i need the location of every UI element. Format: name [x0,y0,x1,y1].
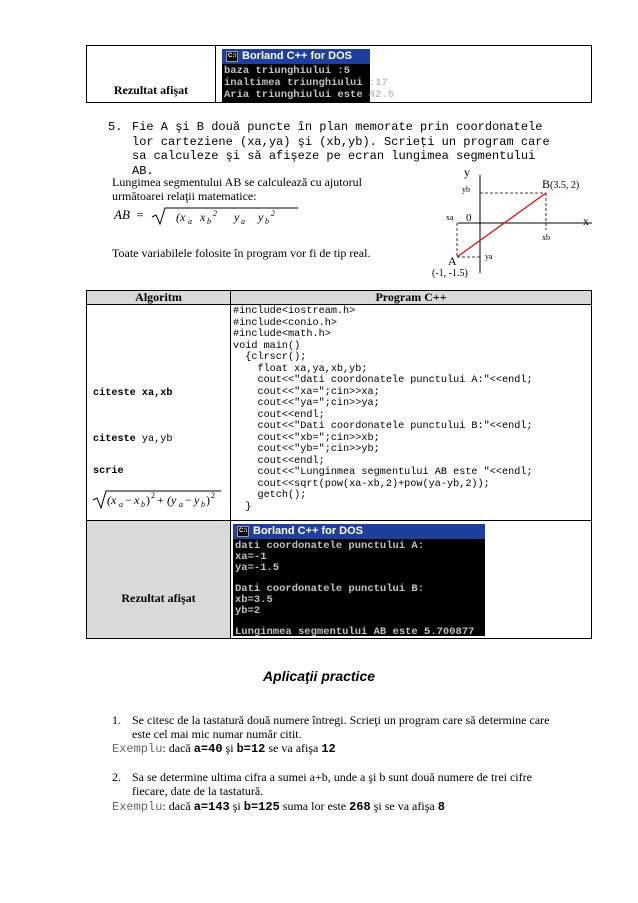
app-2-number: 2. [112,770,121,784]
ya-label: ya [485,252,493,261]
problem-5-explanation-line: următoarei relaţii matematice: [112,189,257,203]
coordinate-diagram [420,165,600,280]
app-2-example [112,799,445,814]
point-a-coords: (-1, -1.5) [432,268,468,279]
problem-5-text-line: lor carteziene (xa,ya) şi (xb,yb). Scrieţi un program care [132,134,550,149]
program-table [86,290,592,639]
program-table-body [87,305,592,521]
svg-text:2: 2 [213,209,218,218]
top-result-label-cell [87,46,216,103]
point-b-label [542,177,579,192]
program-table-header [87,291,592,305]
program-dos-output [233,539,485,639]
dos-output-line: xa=-1 [235,550,267,563]
top-dos-output [222,64,395,102]
app-1-example-text-3: se va afişa [265,741,322,755]
code-line: cout<<sqrt(pow(xa-xb,2)+pow(ya-yb,2)); [233,478,490,490]
svg-text:b: b [207,217,212,226]
x-axis-label: x [583,214,589,228]
program-result-screen-cell [231,521,592,639]
code-line: cout<<"Dati coordonatele punctului B:"<<endl; [233,421,533,432]
y-axis-label: y [464,165,470,179]
dos-output-line: dati coordonatele punctului A: [235,540,425,552]
app-2-example-b: b=125 [243,800,280,814]
dos-window-icon: C:\ [237,526,249,537]
dos-output-line: Lunginmea segmentului AB este 5.700877 [235,626,475,639]
alg-read-1-vars: xa,xb [135,388,173,399]
svg-text:y: y [194,493,200,507]
top-dos-window [222,49,395,102]
formula-lhs: AB [114,206,130,222]
svg-text:x: x [200,210,206,224]
point-b-name: B [542,177,551,191]
dos-window-icon: C:\ [226,51,238,62]
program-result-label: Rezultat afişat [121,591,196,605]
app-1-text-line: este cel mai mic numar număr citit. [132,727,302,741]
problem-5-text-line: Fie A şi B două puncte în plan memorate prin coordonatele [132,120,543,134]
top-result-label: Rezultat afişat [113,83,189,97]
code-line: cout<<"ya=";cin>>ya; [233,398,380,409]
svg-text:+: + [157,493,164,507]
dos-output-line: yb=2 [235,604,261,617]
point-a-name: A [448,254,457,268]
app-2-example-text-4: şi se va afişa [370,799,438,813]
svg-text:a: a [241,217,246,226]
app-1-text-line: Se citesc de la tastatură două numere întregi. Scrieţi un program care să determine care [132,713,550,727]
app-1-text [132,713,592,741]
xa-label: xa [446,213,454,222]
program-result-label-cell [87,521,231,639]
code-line: float xa,ya,xb,yb; [233,363,368,375]
code-line: #include<math.h> [233,329,331,340]
app-1-example-a: a=40 [193,742,223,756]
algorithm-cell [87,305,231,521]
dos-output-line: baza triunghiului :5 [224,65,351,77]
code-line: cout<<"Lunginmea segmentului AB este "<<endl; [233,467,533,478]
problem-5-number: 5. [108,120,123,134]
app-2-example-sum: 268 [349,800,371,814]
code-line: cout<<"xb=";cin>>xb; [233,432,380,444]
yb-label: yb [462,185,470,194]
svg-text:2: 2 [211,491,215,500]
code-line: {clrscr(); [233,352,307,363]
dos-output-line: xb=3.5 [235,593,273,606]
svg-text:b: b [201,500,205,509]
code-line: cout<<endl; [233,455,325,467]
code-line: getch(); [233,490,307,501]
svg-text:2: 2 [271,209,276,218]
dos-output-line: Dati coordonatele punctului B: [235,583,425,596]
alg-read-2-vars: ya,yb [135,434,173,445]
svg-text:(x: (x [107,493,117,507]
app-1-example-b: b=12 [236,742,266,756]
top-result-table [86,45,592,103]
app-2-text [132,770,594,798]
app-2-example-a: a=143 [193,800,230,814]
problem-5-explanation-line: Lungimea segmentului AB se calculează cu ajutorul [112,175,362,189]
svg-text:): ) [206,493,210,507]
svg-text:x: x [134,493,140,507]
code-line: #include<iostream.h> [233,306,356,317]
code-line: cout<<endl; [233,409,325,421]
svg-text:b: b [141,500,145,509]
alg-write: scrie [93,466,124,477]
code-line: cout<<"dati coordonatele punctului A:"<<endl; [233,375,533,386]
applications-title: Aplicaţii practice [262,668,376,684]
svg-text:(y: (y [167,493,177,507]
origin-label: 0 [466,212,472,224]
app-2-example-label: Exemplu [112,800,163,814]
program-dos-window [233,524,485,639]
svg-text:y: y [234,210,240,224]
app-2-example-result: 8 [437,800,445,814]
app-2-example-text-2: şi [229,799,244,813]
program-code [233,306,591,513]
app-2-example-text-3: suma lor este [279,799,350,813]
problem-5-explanation [112,175,412,203]
top-result-screen-cell [216,46,592,103]
svg-text:): ) [146,493,150,507]
program-result-row [87,521,592,639]
svg-text:(x: (x [176,210,186,224]
problem-5-note: Toate variabilele folosite în program vor fi de tip real. [112,246,371,260]
app-2-text-line: fiecare, date de la tastatură. [132,784,264,798]
dos-output-line: Aria triunghiului este 42.5 [224,89,395,101]
distance-formula: AB = (x a x b 2 y a y b 2 [114,206,300,226]
problem-5-text-line: AB. [132,163,154,178]
svg-text:a: a [188,217,193,226]
app-1-example-text-1: : dacă [162,741,194,755]
program-dos-titlebar [233,524,485,539]
alg-read-2 [93,434,172,445]
point-b-coords: (3.5, 2) [550,180,580,191]
svg-text:2: 2 [151,491,155,500]
alg-formula [91,488,223,510]
xb-label: xb [542,233,550,242]
app-1-example-result: 12 [321,742,336,756]
app-2-text-line: Sa se determine ultima cifra a sumei a+b, unde a şi b sunt două numere de trei cifre [132,770,532,784]
header-algorithm: Algoritm [87,291,231,305]
svg-text:−: − [185,493,192,507]
code-line: cout<<"yb=";cin>>yb; [233,444,380,455]
dos-output-line: inaltimea triunghiului :17 [224,77,388,89]
svg-text:b: b [265,217,270,226]
svg-text:a: a [119,500,123,509]
app-1-number: 1. [112,713,121,727]
code-line: #include<conio.h> [233,317,337,329]
dos-output-line: ya=-1.5 [235,561,280,574]
svg-text:y: y [258,210,264,224]
top-dos-title: Borland C++ for DOS [242,50,353,62]
alg-read-1-keyword: citeste [93,388,136,399]
program-code-cell [231,305,592,521]
app-1-example [112,741,336,756]
code-line: cout<<"xa=";cin>>xa; [233,386,380,398]
top-dos-titlebar [222,49,370,64]
program-dos-title: Borland C++ for DOS [253,525,364,537]
formula-radical [150,206,300,226]
svg-text:a: a [179,500,183,509]
header-program: Program C++ [231,291,592,305]
svg-text:−: − [125,493,132,507]
app-1-example-text-2: şi [222,741,237,755]
alg-read-2-keyword: citeste [93,434,136,445]
app-2-example-text-1: : dacă [162,799,194,813]
code-line: } [233,501,252,513]
alg-read-1 [93,388,172,399]
problem-5-text-line: sa calculeze şi să afişeze pe ecran lungimea segmentului [132,149,536,163]
code-line: void main() [233,340,301,352]
app-1-example-label: Exemplu [112,742,163,756]
